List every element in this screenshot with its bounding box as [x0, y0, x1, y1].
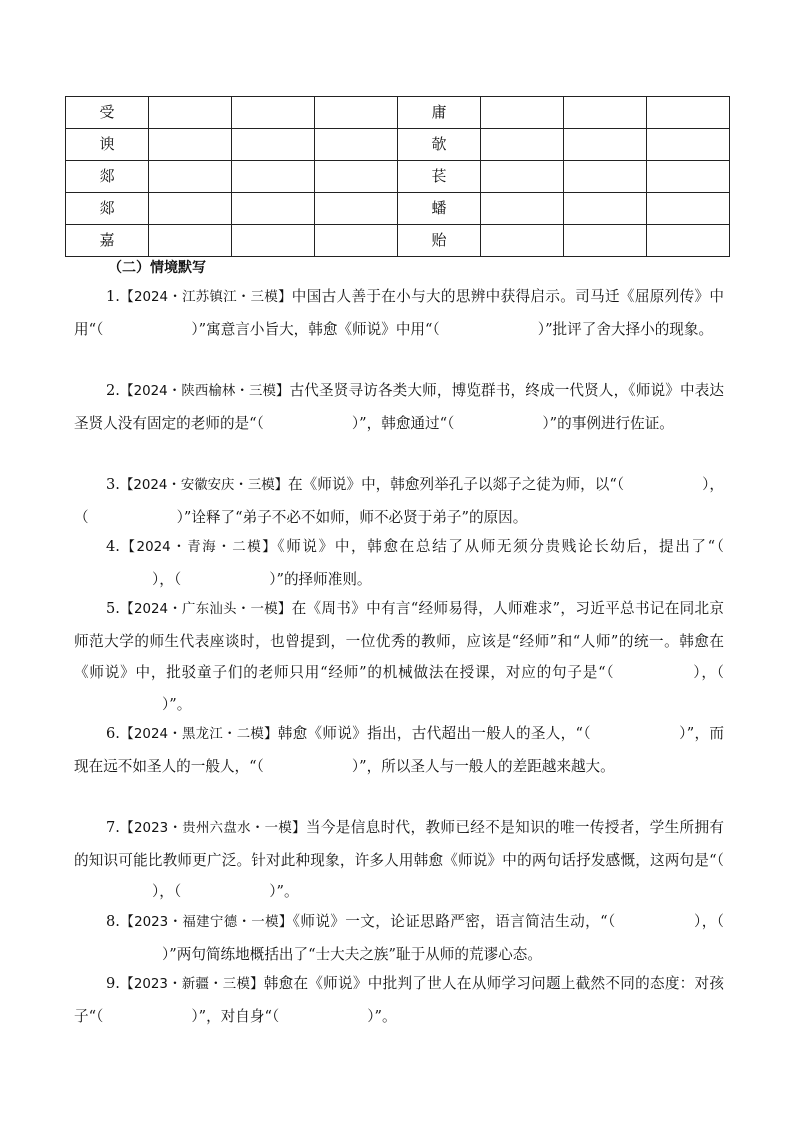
empty-answer-cell [149, 97, 232, 129]
character-cell: 郯 [66, 161, 149, 193]
table-row [66, 225, 730, 257]
empty-answer-cell [481, 97, 564, 129]
empty-answer-cell [232, 161, 315, 193]
empty-answer-cell [564, 129, 647, 161]
table-row [66, 161, 730, 193]
empty-answer-cell [149, 225, 232, 257]
question-source-tag: 【2024・青海・二模】 [119, 540, 278, 555]
empty-answer-cell [481, 161, 564, 193]
question-source-tag: 【2023・福建宁德・一模】 [119, 915, 293, 930]
table-row [66, 193, 730, 225]
section-title: （二）情境默写 [108, 260, 206, 276]
empty-answer-cell [647, 97, 730, 129]
question-8: 8.【2023・福建宁德・一模】《师说》一文，论证思路严密，语言简洁生动，“（ ），（）”两句简练地概括出了“士大夫之族”耻于从师的荒谬心态。 [106, 913, 725, 963]
empty-answer-cell [232, 193, 315, 225]
empty-answer-cell [647, 129, 730, 161]
empty-answer-cell [315, 129, 398, 161]
character-cell: 贻 [398, 225, 481, 257]
question-source-tag: 【2024・广东汕头・一模】 [119, 602, 292, 617]
empty-answer-cell [647, 225, 730, 257]
empty-answer-cell [315, 97, 398, 129]
character-cell: 受 [66, 97, 149, 129]
character-table [65, 96, 730, 257]
empty-answer-cell [315, 225, 398, 257]
empty-answer-cell [564, 225, 647, 257]
empty-answer-cell [149, 129, 232, 161]
question-source-tag: 【2024・陕西榆林・三模】 [119, 384, 290, 399]
question-5: 5.【2024・广东汕头・一模】在《周书》中有言“经师易得，人师难求”，习近平总书记在同北京师范大学的师生代表座谈时，也曾提到，一位优秀的教师，应该是“经师”和“人师”的统一。韩愈在《师说》中，批驳童子们的老师只用“经师”的机械做法在授课，对应的句子是“（ ），（）”。 [74, 600, 724, 713]
empty-answer-cell [315, 193, 398, 225]
table-row [66, 129, 730, 161]
empty-answer-cell [232, 97, 315, 129]
empty-answer-cell [647, 193, 730, 225]
question-source-tag: 【2024・安徽安庆・三模】 [119, 478, 289, 493]
question-9: 9.【2023・新疆・三模】韩愈在《师说》中批判了世人在从师学习问题上截然不同的态度：对孩子“（ ）”，对自身“（ ）”。 [74, 975, 724, 1025]
empty-answer-cell [564, 161, 647, 193]
character-cell: 谀 [66, 129, 149, 161]
question-source-tag: 【2024・江苏镇江・三模】 [119, 290, 292, 305]
empty-answer-cell [315, 161, 398, 193]
empty-answer-cell [564, 97, 647, 129]
question-source-tag: 【2024・黑龙江・二模】 [119, 727, 278, 742]
empty-answer-cell [481, 129, 564, 161]
empty-answer-cell [232, 225, 315, 257]
empty-answer-cell [481, 193, 564, 225]
empty-answer-cell [647, 161, 730, 193]
question-source-tag: 【2023・新疆・三模】 [119, 977, 264, 992]
question-source-tag: 【2023・贵州六盘水・一模】 [119, 821, 306, 836]
question-1: 1.【2024・江苏镇江・三模】中国古人善于在小与大的思辨中获得启示。司马迁《屈原列传》中用“（ ）”寓意言小旨大，韩愈《师说》中用“（ ）”批评了舍大择小的现象。 [74, 288, 724, 338]
character-cell: 蟠 [398, 193, 481, 225]
empty-answer-cell [481, 225, 564, 257]
empty-answer-cell [564, 193, 647, 225]
question-6: 6.【2024・黑龙江・二模】韩愈《师说》指出，古代超出一般人的圣人，“（ ）”，而现在远不如圣人的一般人，“（ ）”，所以圣人与一般人的差距越来越大。 [74, 725, 724, 775]
question-4: 4.【2024・青海・二模】《师说》中，韩愈在总结了从师无须分贵贱论长幼后，提出了“（），（ ）”的择师准则。 [106, 538, 724, 588]
character-cell: 嘉 [66, 225, 149, 257]
character-cell: 苌 [398, 161, 481, 193]
table-row [66, 97, 730, 129]
character-cell: 郯 [66, 193, 149, 225]
question-2: 2.【2024・陕西榆林・三模】古代圣贤寻访各类大师，博览群书，终成一代贤人，《师说》中表达圣贤人没有固定的老师的是“（ ）”，韩愈通过“（ ）”的事例进行佐证。 [74, 382, 725, 432]
question-7: 7.【2023・贵州六盘水・一模】当今是信息时代，教师已经不是知识的唯一传授者，学生所拥有的知识可能比教师更广泛。针对此种现象，许多人用韩愈《师说》中的两句话抒发感慨，这两句是“（），（ ）”。 [74, 819, 724, 900]
empty-answer-cell [232, 129, 315, 161]
character-cell: 庸 [398, 97, 481, 129]
character-cell: 欹 [398, 129, 481, 161]
empty-answer-cell [149, 193, 232, 225]
empty-answer-cell [149, 161, 232, 193]
question-3: 3.【2024・安徽安庆・三模】在《师说》中，韩愈列举孔子以郯子之徒为师，以“（ ），（ ）”诠释了“弟子不必不如师，师不必贤于弟子”的原因。 [74, 476, 725, 526]
